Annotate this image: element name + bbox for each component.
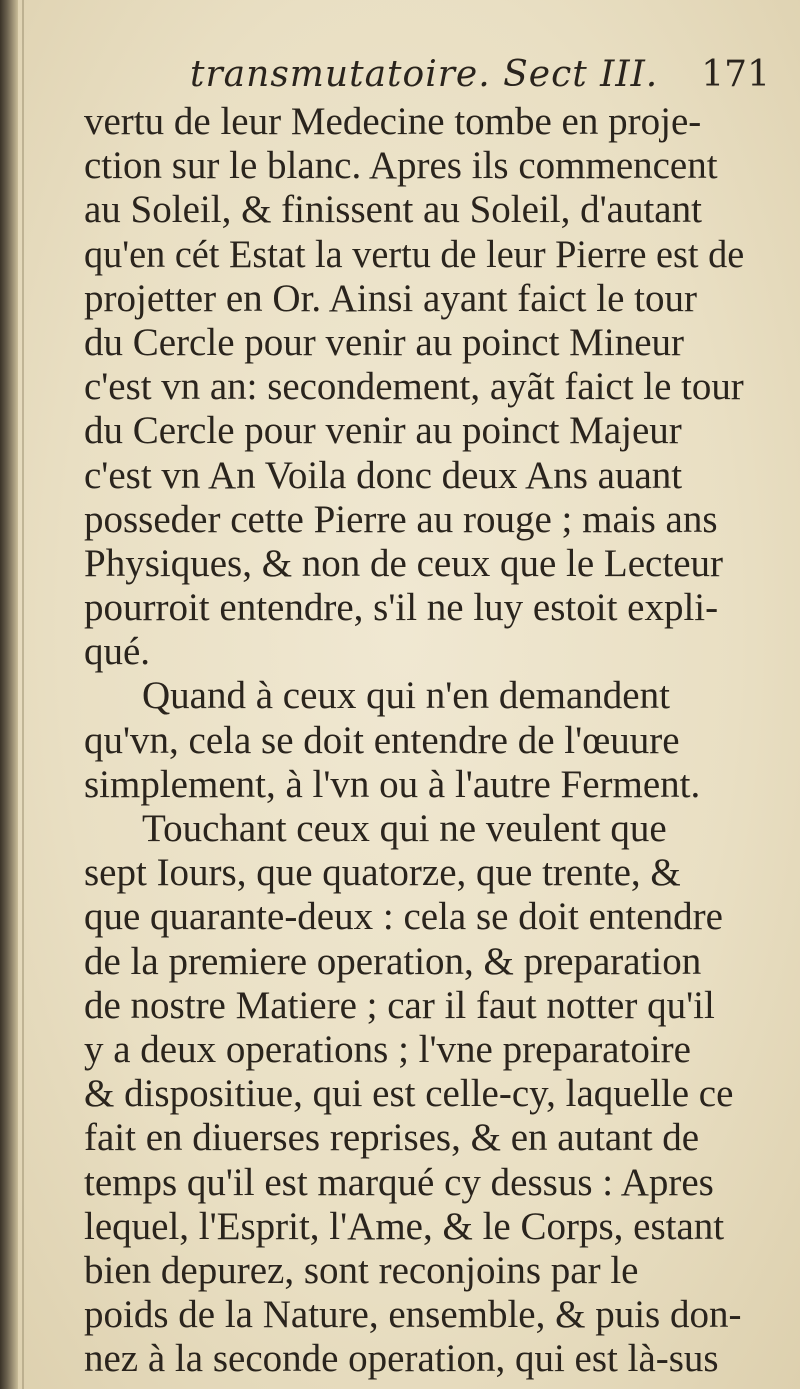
text-line: ction sur le blanc. Apres ils commencent — [84, 144, 718, 188]
text-line: bien depurez, sont reconjoins par le — [84, 1248, 639, 1292]
text-line: lequel, l'Esprit, l'Ame, & le Corps, estant — [84, 1204, 725, 1248]
text-line: nez à la seconde operation, qui est là-sus — [84, 1337, 719, 1381]
text-line: de nostre Matiere ; car il faut notter qu'il — [84, 983, 715, 1027]
text-line: vertu de leur Medecine tombe en proje- — [84, 100, 702, 143]
text-line: que quarante-deux : cela se doit entendre — [84, 895, 723, 939]
text-line: simplement, à l'vn ou à l'autre Ferment. — [84, 762, 701, 806]
body-text — [84, 100, 744, 1381]
text-line: & dispositiue, qui est celle-cy, laquelle ce — [84, 1072, 734, 1116]
page-number: 171 — [701, 54, 770, 95]
gutter-crease — [22, 0, 24, 1389]
page-header — [80, 48, 770, 108]
binding-gutter — [0, 0, 18, 1389]
text-line: au Soleil, & finissent au Soleil, d'autant — [84, 188, 702, 232]
text-line: qu'vn, cela se doit entendre de l'œuure — [84, 718, 680, 762]
text-line: temps qu'il est marqué cy dessus : Apres — [84, 1160, 714, 1204]
text-line: projetter en Or. Ainsi ayant faict le tour — [84, 276, 697, 320]
text-line: posseder cette Pierre au rouge ; mais ans — [84, 497, 718, 541]
text-line: du Cercle pour venir au poinct Majeur — [84, 409, 682, 453]
text-line: qu'en cét Estat la vertu de leur Pierre est de — [84, 232, 745, 276]
text-line: y a deux operations ; l'vne preparatoire — [84, 1027, 691, 1071]
text-line: c'est vn An Voila donc deux Ans auant — [84, 453, 683, 497]
paragraph-start-line: Quand à ceux qui n'en demandent — [142, 674, 670, 718]
text-line: Physiques, & non de ceux que le Lecteur — [84, 541, 723, 585]
text-line: c'est vn an: secondement, ayãt faict le tour — [84, 365, 744, 409]
text-line: de la premiere operation, & preparation — [84, 939, 702, 983]
text-line: fait en diuerses reprises, & en autant de — [84, 1116, 700, 1160]
text-line: poids de la Nature, ensemble, & puis don- — [84, 1293, 742, 1337]
text-line: pourroit entendre, s'il ne luy estoit expli- — [84, 586, 719, 630]
text-line: du Cercle pour venir au poinct Mineur — [84, 320, 684, 364]
paragraph-start-line: Touchant ceux qui ne veulent que — [142, 807, 667, 850]
text-line: sept Iours, que quatorze, que trente, & — [84, 851, 681, 895]
running-head: transmutatoire. Sect III. — [190, 54, 659, 95]
text-line: qué. — [84, 630, 151, 674]
